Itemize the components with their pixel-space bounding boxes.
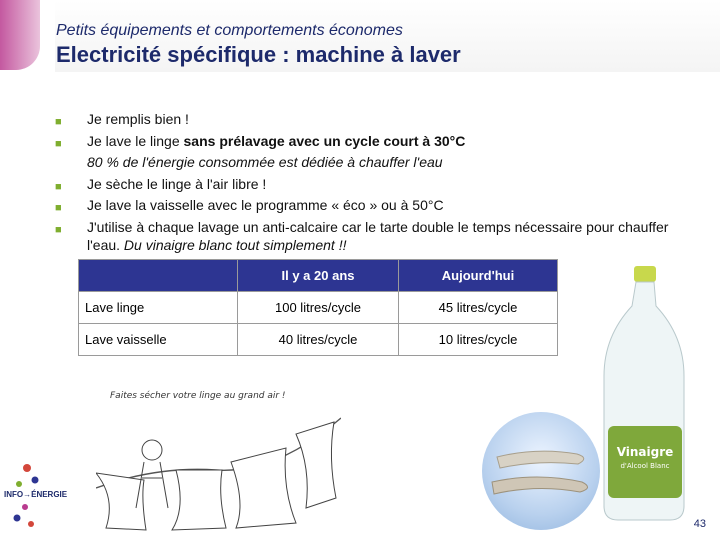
laundry-drying-illustration [96,378,341,533]
table-cell-label: Lave linge [79,292,238,324]
table-row [79,292,558,324]
limescale-heating-element-photo [482,412,600,530]
bullet-note-row [55,153,705,175]
bullet-item [55,196,705,218]
bullet-note: 80 % de l'énergie consommée est dédiée à chauffer l'eau [87,154,443,170]
bullet-square-icon: ■ [55,223,62,236]
page-number: 43 [693,518,706,530]
logo-text: INFO→ÉNERGIE [4,490,68,499]
bullet-item [55,132,705,154]
sidebar-accent-bar [0,0,40,70]
slide-title: Electricité spécifique : machine à laver [56,42,461,67]
bullet-item [55,110,705,132]
bullet-item [55,218,705,255]
table-header-past: Il y a 20 ans [238,260,399,292]
table-cell: 40 litres/cycle [238,324,399,356]
bullet-text: Je remplis bien ! [87,111,189,127]
bullet-text: Je lave la vaisselle avec le programme « éco » ou à 50°C [87,197,444,213]
bullet-text-bold: sans prélavage avec un cycle court à 30°C [183,132,466,149]
table-cell-label: Lave vaisselle [79,324,238,356]
vinegar-label-name: Vinaigre [616,445,674,459]
slide-subtitle: Petits équipements et comportements économes [56,22,403,39]
table-row [79,324,558,356]
bullet-text-plain: Je lave le linge [87,132,184,149]
vinegar-label-sub: d'Alcool Blanc [620,462,670,470]
bullet-square-icon: ■ [55,202,62,214]
bullet-text [87,218,705,255]
bullet-text: Je sèche le linge à l'air libre ! [87,175,267,192]
table-cell: 10 litres/cycle [399,324,558,356]
bullet-list [55,110,705,255]
bullet-item [55,175,705,197]
bullet-square-icon: ■ [55,180,62,193]
water-consumption-table [78,259,558,356]
bullet-square-icon: ■ [55,116,62,128]
table-cell: 100 litres/cycle [238,292,399,324]
bullet-text-italic: Du vinaigre blanc tout simplement !! [123,237,347,253]
table-cell: 45 litres/cycle [399,292,558,324]
table-header-blank [79,260,238,292]
laundry-caption: Faites sécher votre linge au grand air ! [110,391,286,401]
table-header-row [79,260,558,292]
bullet-square-icon: ■ [55,137,62,150]
white-vinegar-bottle-image [600,266,688,522]
table-header-today: Aujourd'hui [399,260,558,292]
bullet-text-plain: J'utilise à chaque lavage un anti-calcaire car le tarte double le temps nécessaire pour chauffer l'eau. [87,218,669,253]
bullet-text [87,132,705,154]
